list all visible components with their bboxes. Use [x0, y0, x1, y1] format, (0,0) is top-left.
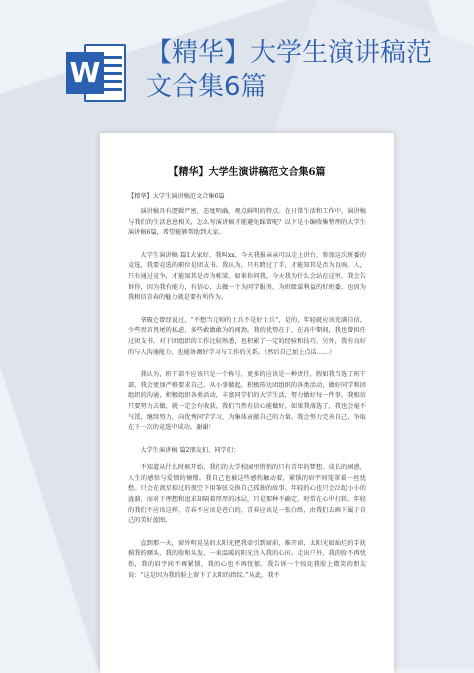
page-title: 【精华】大学生演讲稿范文合集6篇: [146, 38, 433, 102]
document-title: 【精华】大学生演讲稿范文合集6篇: [168, 167, 326, 178]
paragraph: 不知道从什么时候开始，我们的大学校园里悄悄的只有青年的梦想。成长的困惑，人生的感悟与爱情的憧憬。我自己也被这些感伤触动着，紧锁的眉宇间笼罩着一丝忧愁。只会在流星掠过的夜空下用筝弦交换自己孤独的故事。年轻的心也只会泛起小小的涟漪，而对于理想和追求却隔着厚厚的冰层，只是那种不确定，时常在心中打转。年轻的我们不应该这样，青春不应该是苍白的，青春应该是一张白纸，由我们去画下属于自己的美好蓝图。: [128, 464, 366, 525]
document-subtitle: 【精华】大学生演讲稿范文合集6篇: [128, 193, 225, 200]
paragraph: 大学生演讲稿 篇1大家好，我叫xx。今天我报亲亲可以走上讲台，参加这次班委的竞选，我要竞选的职位是团支书。我认为，只有跨过了手，才能知其是否为良驹。人，只有通过竞争，才能知其是否为栋梁。如果你问我，今天我为什么会站在这里，我会告诉你，因为我有能力，有信心，去做一个为同学服务，为班级谋利益的好班委，也因为我相信青春的魅力就是要有所作为。: [128, 251, 366, 302]
word-icon: [66, 44, 126, 102]
paragraph: 拿破仑曾经说过，“不想当元帅的士兵不是好士兵”，是的，年轻就应该充满自信。少些畏首畏尾的私虑，多些敢做敢为的闯劲。我的优势在于，在高中期间，我也曾担任过团支书，对于团组织的工作比较熟悉，也积累了一定的经验和技巧，另外，我有良好的与人沟通能力，也能协调好学习与工作的关系。（然后自己加上点话……）: [128, 316, 366, 356]
paragraph: 大学生演讲稿 篇2朋友们、同学们：: [140, 446, 240, 454]
paragraph: 我认为，班干部不应该只是一个称号，更多的应该是一种责任，假如我当选了班干部，我会更加严格要求自己，从小事做起，积极传达团组织的各类活动，做好同学和团组织的沟通，积极组织各类活动，丰富同学们的大学生活，努力做好每一件事。我相信只要努力去做，就一定会有收获。我们当然有信心能做好。如果我落选了，我也会毫不气馁，继续努力，向优秀同学学习，为集体贡献自己的力量。我会努力完善自己，争取在下一次的竞选中成功。谢谢！: [128, 371, 366, 432]
document-page: [100, 133, 394, 673]
paragraph: 直到那一天，窗外明晃晃的太阳光把我牵引到窗前，推开窗，太阳光如灿烂的手抚摸我的额头、我的脸和头发，一束温暖的阳光注入我的心田。走出户外，我的脸不再忧伤，我的眉宇间不再紧锁，我的心也不再忧郁。我告诉一个惊诧我脸上微笑的朋友说：“这是因为我的脸上留下了太阳的指纹。”从此，我不: [128, 539, 366, 579]
paragraph: 演讲稿具有逻辑严密，态度明确，观点鲜明的特点。在日常生活和工作中，演讲稿与我们的生活息息相关，怎么写演讲稿才能避免踩雷呢？以下是小编收集整理的大学生演讲稿6篇，希望能够帮助到大家。: [128, 208, 366, 237]
word-letter: W: [66, 52, 104, 94]
header: [0, 0, 474, 120]
